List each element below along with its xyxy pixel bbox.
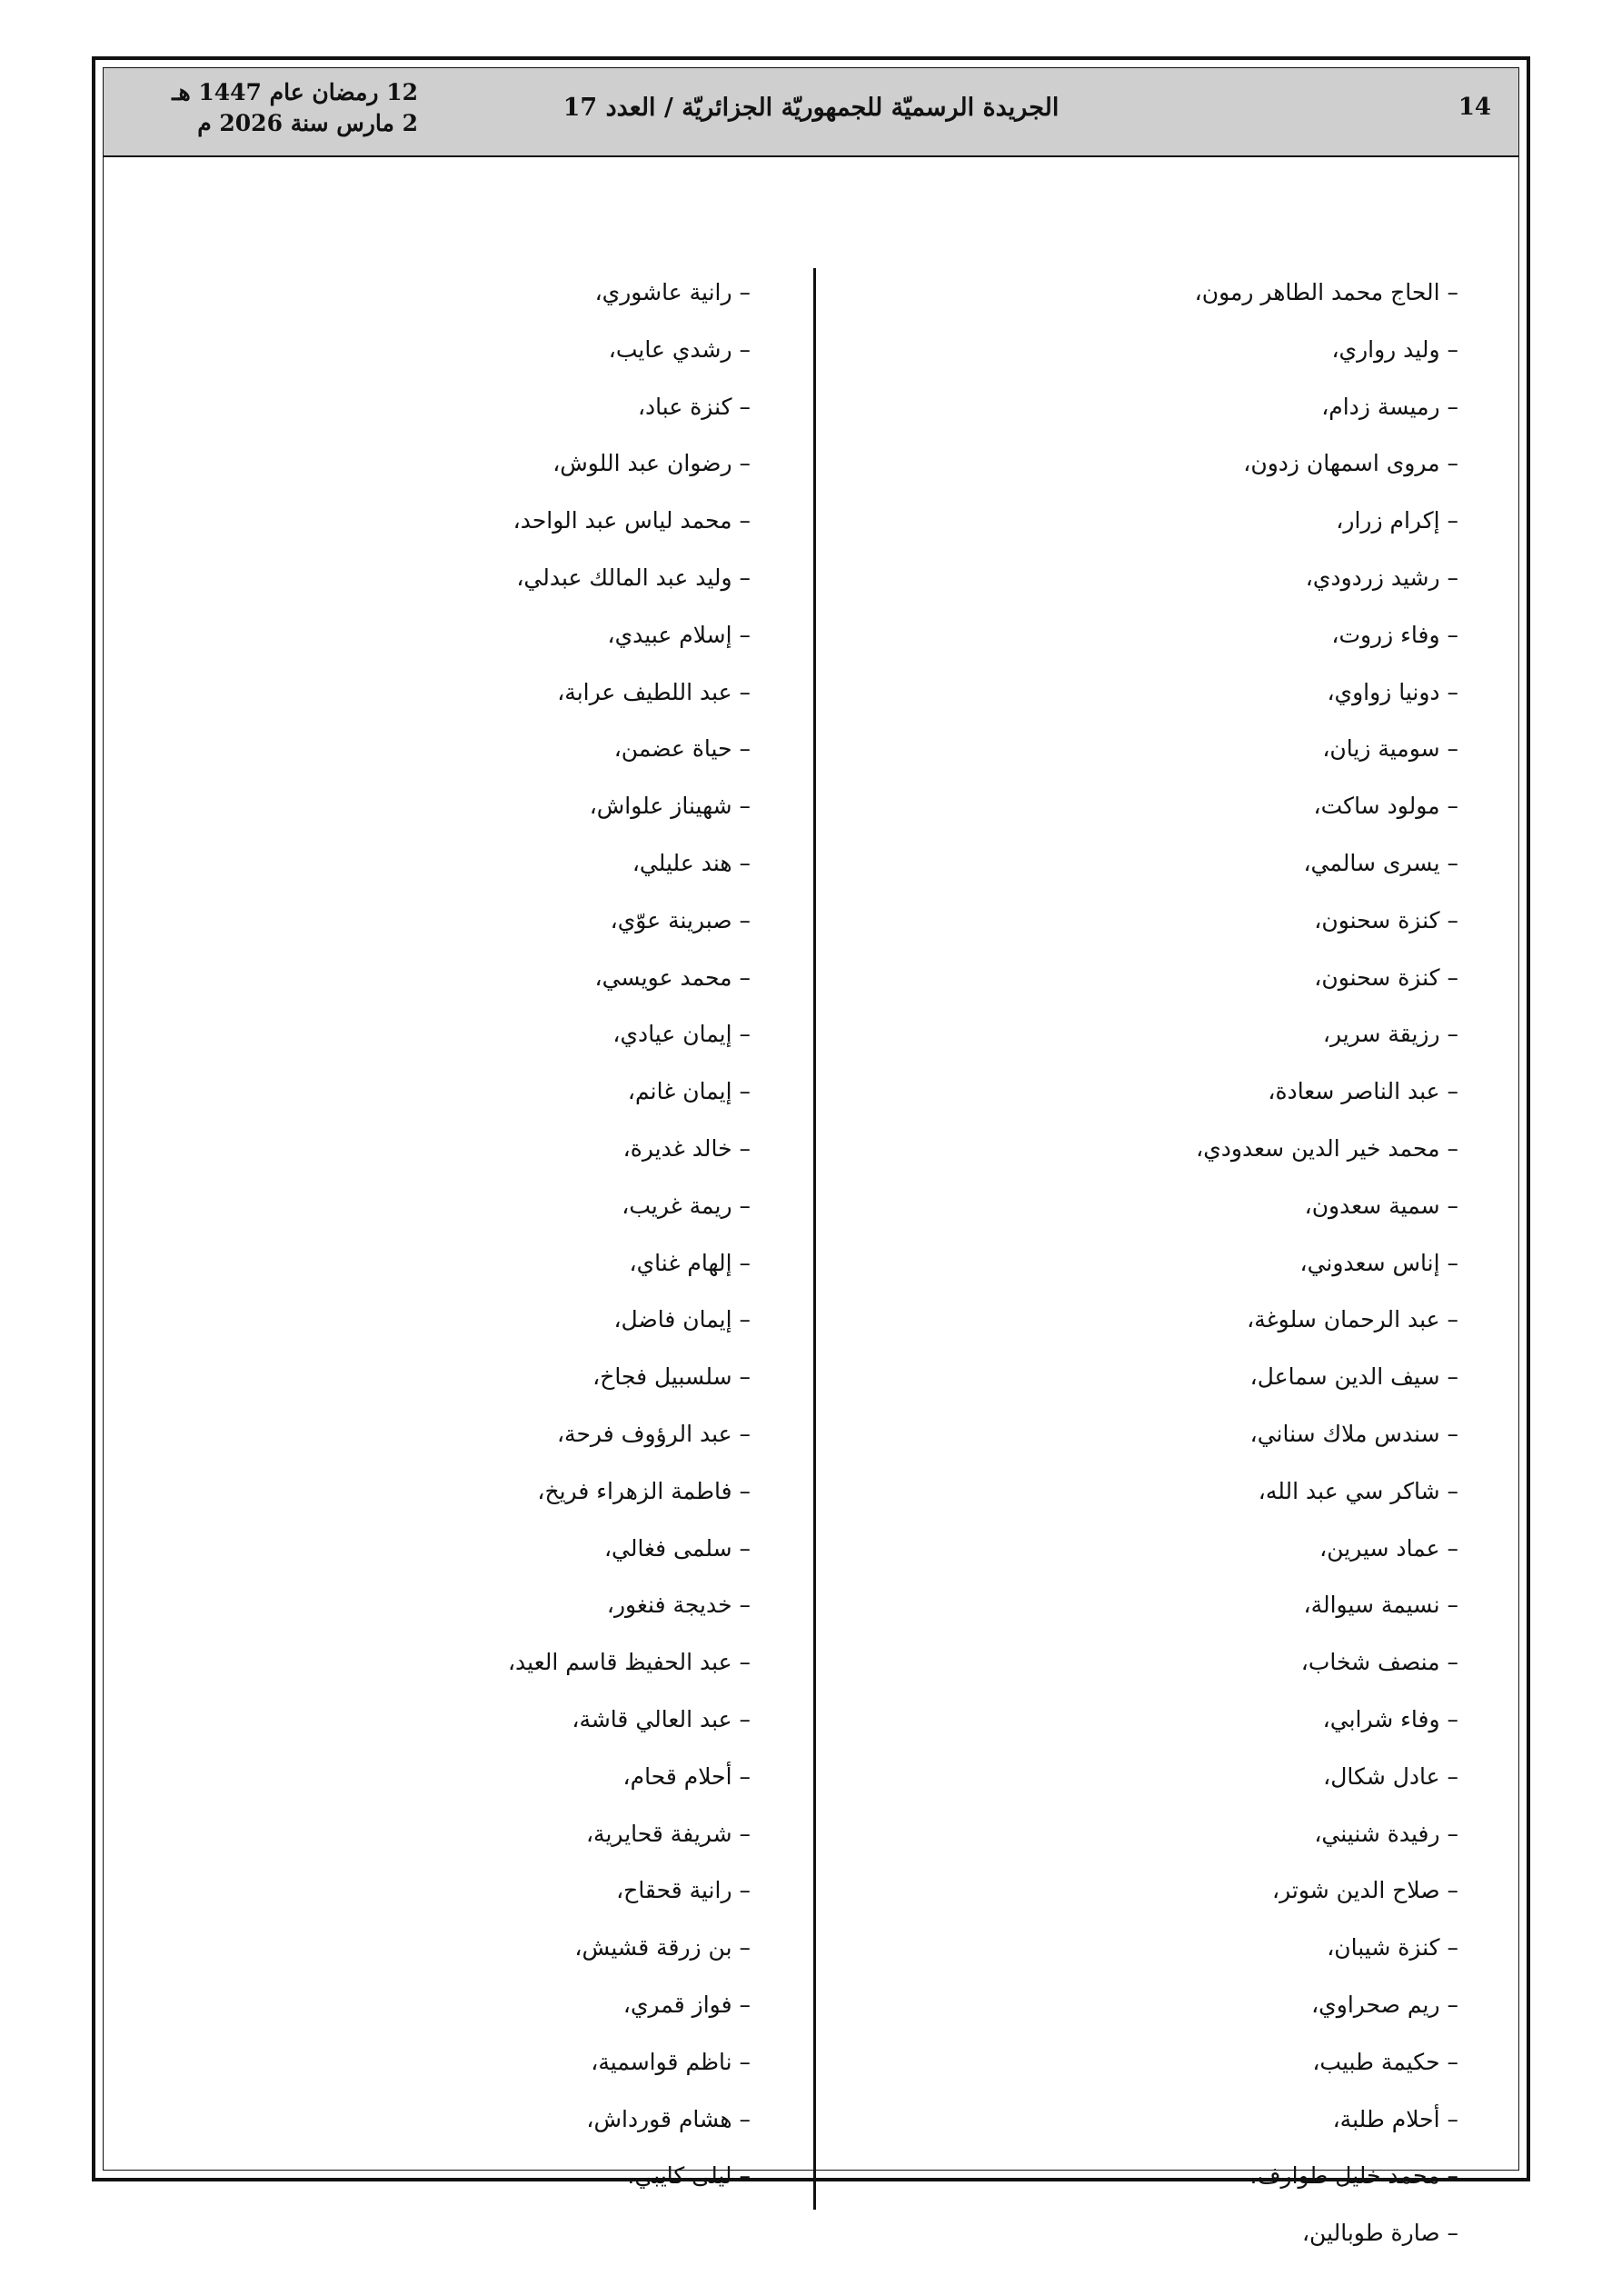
name-entry: – سندس ملاك سناني، (1249, 1420, 1458, 1447)
name-entry: – سلمى فغالي، (603, 1534, 751, 1562)
page-header (104, 68, 1518, 157)
name-entry: – كنزة شيبان، (1327, 1934, 1458, 1962)
name-entry: – عماد سيرين، (1319, 1534, 1458, 1562)
name-entry: – خديجة فنغور، (606, 1592, 751, 1619)
name-entry: – رانية قحقاح، (616, 1877, 751, 1904)
name-entry: – كنزة سحنون، (1314, 963, 1458, 991)
name-entry: – إسلام عبيدي، (607, 621, 751, 648)
name-entry: – رميسة زدام، (1321, 393, 1458, 420)
name-entry: – محمد عويسي، (594, 963, 751, 991)
name-entry: – رفيدة شنيني، (1314, 1820, 1458, 1847)
name-entry: – صارة طوبالين، (1301, 2220, 1458, 2247)
name-entry: – إناس سعدوني، (1299, 1249, 1458, 1276)
name-entry: – خالد غديرة، (622, 1134, 751, 1162)
name-entry: – يسرى سالمي، (1303, 849, 1458, 876)
name-entry: – عبد الرؤوف فرحة، (556, 1420, 751, 1447)
name-entry: – شريفة قحايرية، (585, 1820, 751, 1847)
name-entry: – إيمان فاضل، (613, 1306, 751, 1333)
name-entry: – رضوان عبد اللوش، (552, 450, 751, 477)
name-entry: – عبد الرحمان سلوغة، (1247, 1306, 1458, 1333)
name-entry: – دونيا زواوي، (1327, 678, 1458, 705)
name-entry: – شهيناز علواش، (589, 793, 751, 820)
name-entry: – مروى اسمهان زدون، (1243, 450, 1458, 477)
name-entry: – سيف الدين سماعل، (1249, 1363, 1458, 1391)
name-entry: – وفاء شرابي، (1322, 1705, 1458, 1732)
name-entry: – مولود ساكت، (1313, 793, 1458, 820)
name-entry: – حكيمة طبيب، (1312, 2048, 1458, 2075)
name-entry: – هند عليلي، (632, 849, 751, 876)
name-entry: – بن زرقة قشيش، (574, 1934, 751, 1962)
name-entry: – إيمان غانم، (627, 1078, 751, 1105)
name-entry: – وليد رواري، (1331, 335, 1458, 363)
gazette-title: الجريدة الرسميّة للجمهوريّة الجزائريّة / العدد 17 (562, 94, 1060, 122)
name-entry: – شاكر سي عبد الله، (1258, 1477, 1458, 1504)
name-entry: – وليد عبد المالك عبدلي، (516, 564, 751, 591)
name-entry: – هشام قورداش، (586, 2105, 751, 2132)
name-entry: – ليلى كايبي، (627, 2162, 751, 2190)
name-entry: – سمية سعدون، (1304, 1192, 1458, 1219)
name-entry: – إلهام غناي، (629, 1249, 751, 1276)
name-entry: – عبد اللطيف عرابة، (557, 678, 751, 705)
name-entry: – صلاح الدين شوتر، (1272, 1877, 1458, 1904)
name-entry: – إيمان عيادي، (612, 1021, 751, 1048)
name-entry: – الحاج محمد الطاهر رمون، (1194, 279, 1458, 305)
name-entry: – سومية زيان، (1322, 735, 1458, 763)
names-column-right (859, 265, 1458, 2262)
page-frame-inner (103, 67, 1519, 2247)
name-entry: – رشيد زردودي، (1305, 564, 1458, 591)
name-entry: – أحلام طلبة، (1332, 2105, 1458, 2132)
name-entry: – محمد خير الدين سعدودي، (1196, 1134, 1458, 1162)
page-number: 14 (1458, 94, 1491, 121)
column-divider (813, 268, 816, 2210)
name-entry: – أحلام قحام، (622, 1762, 751, 1790)
name-entry: – حياة عضمن، (613, 735, 751, 763)
name-entry: – إكرام زرار، (1336, 507, 1458, 534)
name-entry: – محمد لياس عبد الواحد، (512, 507, 751, 534)
name-entry: – عبد العالي قاشة، (572, 1705, 751, 1732)
names-column-left (151, 265, 751, 2205)
name-entry: – فاطمة الزهراء فريخ، (537, 1477, 751, 1504)
name-entry: – رزيقة سرير، (1322, 1021, 1458, 1048)
name-entry: – محمد خليل طوارف، (1249, 2162, 1458, 2190)
name-entry: – صبرينة عوّي، (610, 906, 751, 933)
date-hijri: 12 رمضان عام 1447 هـ (172, 79, 418, 105)
name-entry: – ناظم قواسمية، (591, 2048, 751, 2075)
name-entry: – رانية عاشوري، (594, 279, 751, 305)
name-entry: – عبد الحفيظ قاسم العيد، (507, 1649, 751, 1676)
name-entry: – كنزة عباد، (637, 393, 751, 420)
name-entry: – منصف شخاب، (1300, 1649, 1458, 1676)
date-gregorian: 2 مارس سنة 2026 م (197, 110, 418, 136)
name-entry: – كنزة سحنون، (1314, 906, 1458, 933)
name-entry: – نسيمة سيوالة، (1303, 1592, 1458, 1619)
name-entry: – سلسبيل فجاخ، (592, 1363, 751, 1391)
page-content (104, 155, 1518, 2247)
name-entry: – رشدي عايب، (608, 335, 751, 363)
name-entry: – عادل شكال، (1323, 1762, 1458, 1790)
page-frame (92, 56, 1530, 2247)
name-entry: – ريمة غريب، (622, 1192, 751, 1219)
name-entry: – وفاء زروت، (1331, 621, 1458, 648)
name-entry: – فواز قمري، (622, 1991, 751, 2018)
name-entry: – عبد الناصر سعادة، (1268, 1078, 1458, 1105)
issue-date (127, 77, 418, 139)
name-entry: – ريم صحراوي، (1311, 1991, 1458, 2018)
